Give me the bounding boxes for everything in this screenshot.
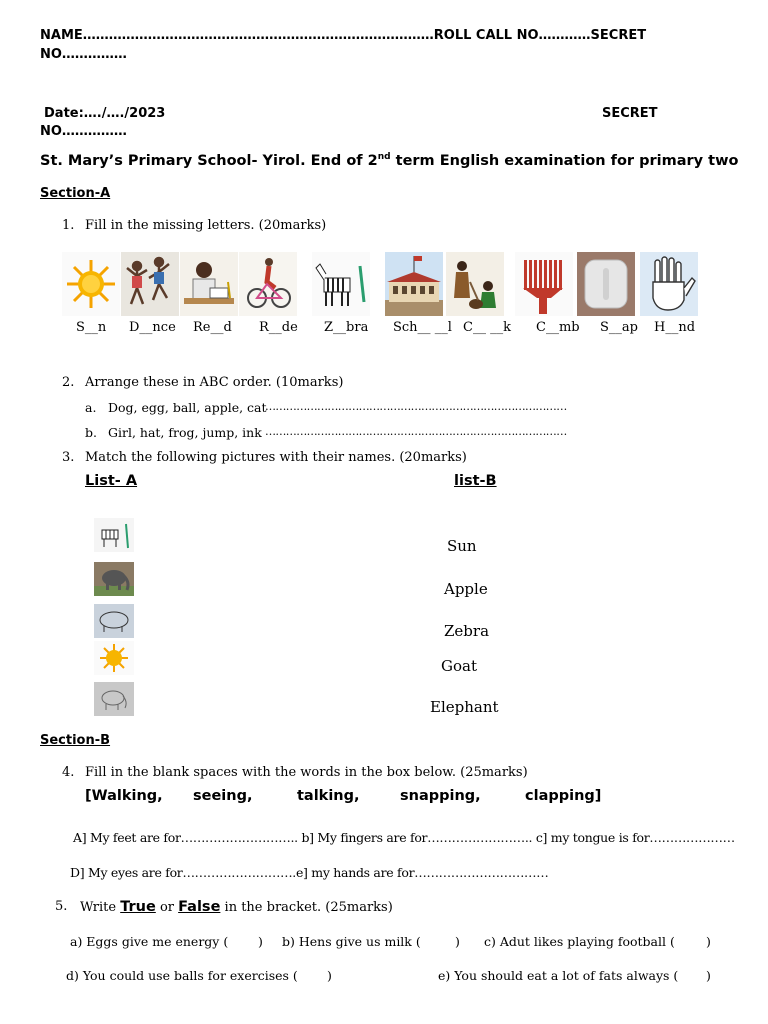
true-word: True [120,899,156,915]
exam-title-sup: nd [377,152,391,162]
missing-letter-label: S__n [76,320,107,335]
missing-letter-label: Z__bra [324,320,369,335]
exam-title-post: term English examination for primary two [390,152,739,169]
q5-post: in the bracket. (25marks) [220,900,393,915]
word-box-item: clapping] [525,788,602,804]
school-building-icon [385,252,443,316]
goat-sketch-icon [94,604,134,638]
false-word: False [178,899,221,915]
q1-text: Fill in the missing letters. (20marks) [85,218,327,233]
elephant-icon [94,562,134,596]
q5-mid: or [155,900,179,915]
tf-bracket-close[interactable]: ) [327,968,332,983]
q5-text [80,899,393,915]
tf-bracket-close[interactable]: ) [258,934,263,949]
tf-statement: b) Hens give us milk ( [282,934,421,949]
soap-icon [577,252,635,316]
bicycle-rider-icon [239,252,297,316]
list-b-heading: list-B [454,473,497,489]
missing-letter-label: D__nce [129,320,176,335]
match-name: Elephant [430,698,499,716]
section-b-heading: Section-B [40,733,111,748]
tf-statement: c) Adut likes playing football ( [484,934,675,949]
sun-icon [62,252,120,316]
word-box-item: [Walking, [85,788,163,804]
q4-text: Fill in the blank spaces with the words in the box below. (25marks) [85,765,528,780]
missing-letter-label: R__de [259,320,298,335]
tf-statement: d) You could use balls for exercises ( [66,968,298,983]
tf-statement: e) You should eat a lot of fats always ( [438,968,679,983]
q2-item-text: Dog, egg, ball, apple, cat [108,400,267,415]
reading-boy-icon [180,252,238,316]
list-a-heading: List- A [85,473,138,489]
q2-number: 2. [62,375,75,390]
answer-blank[interactable]: …………………………………………………………………………… [265,400,567,413]
tf-bracket-close[interactable]: ) [455,934,460,949]
tf-bracket-close[interactable]: ) [706,968,711,983]
q4-sentences-line1[interactable]: A] My feet are for……………………….. b] My fingers are for…………………….. c] my tongue is for………………… [73,830,735,845]
q2-item-letter: a. [85,400,97,415]
word-box-item: seeing, [193,788,253,804]
q5-number: 5. [55,899,68,914]
exam-title [40,152,738,169]
cooking-women-icon [446,252,504,316]
missing-letter-label: C__mb [536,320,580,335]
secret-label: SECRET [602,106,658,121]
name-line-cont: NO…………… [40,47,127,62]
match-name: Apple [444,580,488,598]
q2-item-letter: b. [85,425,97,440]
q2-text: Arrange these in ABC order. (10marks) [85,375,344,390]
missing-letter-label: Re__d [193,320,232,335]
zebra-icon [312,252,370,316]
tf-bracket-close[interactable]: ) [706,934,711,949]
comb-icon [515,252,573,316]
missing-letter-label: S__ap [600,320,638,335]
match-name: Goat [441,657,477,675]
missing-letter-label: C__ __k [463,320,511,335]
q4-number: 4. [62,765,75,780]
zebra-icon [94,518,134,552]
date-line: Date:…./…./2023 [44,106,166,121]
q4-sentences-line2[interactable]: D] My eyes are for……………………….e] my hands are for…………………………… [70,865,549,880]
word-box-item: snapping, [400,788,481,804]
q3-number: 3. [62,450,75,465]
sun-icon [94,641,134,675]
missing-letter-label: Sch__ __l [393,320,452,335]
secret-no-line: NO…………… [40,124,127,139]
tf-statement: a) Eggs give me energy ( [70,934,229,949]
hand-icon [640,252,698,316]
elephant-sketch-icon [94,682,134,716]
section-a-heading: Section-A [40,186,111,201]
q2-item-text: Girl, hat, frog, jump, ink [108,425,262,440]
missing-letter-label: H__nd [654,320,696,335]
answer-blank[interactable]: …………………………………………………………………………… [265,425,567,438]
dancers-icon [121,252,179,316]
exam-title-pre: St. Mary’s Primary School- Yirol. End of 2 [40,152,378,169]
word-box-item: talking, [297,788,360,804]
q1-number: 1. [62,218,75,233]
q3-text: Match the following pictures with their names. (20marks) [85,450,467,465]
match-name: Sun [447,537,477,555]
name-line: NAME………………………………………………………………………ROLL CALL NO…………SECRET [40,28,647,43]
q5-pre: Write [80,900,121,915]
match-name: Zebra [444,622,490,640]
